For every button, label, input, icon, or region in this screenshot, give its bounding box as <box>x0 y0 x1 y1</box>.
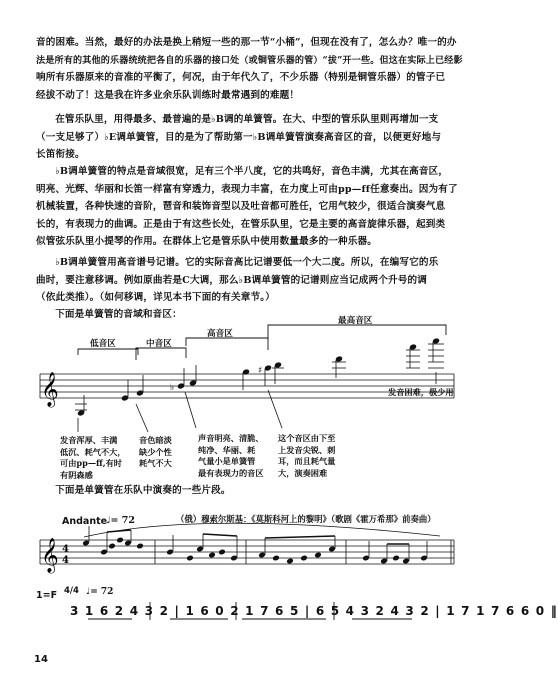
text-line: 长的，有表现力的曲调。正是由于有这些长处，在管乐队里，它是主要的高音旋律乐器，起到类 <box>36 218 446 230</box>
high-register-note: 声音明亮、清脆、 纯净、华丽、耗 气量小是单簧管 最有表现力的音区 <box>198 433 264 478</box>
text-line: 音的困难。当然，最好的办法是换上稍短一些的那一节“小桶”，但现在没有了，怎么办？唯一的办 <box>36 37 457 48</box>
pointer-lines <box>78 372 436 432</box>
jianpu-time: 4/4 <box>64 586 79 596</box>
excerpt-intro: 下面是单簧管在乐队中演奏的一些片段。 <box>55 485 231 496</box>
time-signature-bottom: 4 <box>62 555 69 566</box>
excerpt-source: （俄）穆索尔斯基：《莫斯科河上的黎明》（歌剧《霍万希那》前奏曲） <box>176 514 436 524</box>
svg-text:♯: ♯ <box>258 366 263 376</box>
text-line: 明亮、光辉、华丽和长笛一样富有穿透力，表现力丰富，在力度上可由pp—ff任意奏出。因为有了 <box>36 183 458 195</box>
highest-register-label: 最高音区 <box>338 316 373 326</box>
low-register-bracket <box>78 349 138 355</box>
treble-clef-icon: 𝄞 <box>41 372 59 407</box>
text-line: （一支足够了）♭E调单簧管，目的是为了帮助第一♭B调单簧管演奏高音区的音，以便更好地与 <box>36 131 442 143</box>
text-line: 曲时，要注意移调。例如原曲若是C大调，那么♭B调单簧管的记谱则应当记成两个升号的调 <box>36 274 427 286</box>
tempo-mark: ♩= 72 <box>106 515 135 526</box>
text-line: 法是所有的其他的乐器统统把各自的乐器的接口处（或铜管乐器的管）“拔”开一些。但这在实际上已经影 <box>36 54 463 66</box>
low-register-note: 发音浑厚、丰满 低沉、耗气不大， 可由pp—ff,有时 有阴森感 <box>60 435 126 480</box>
page-number: 14 <box>34 654 48 665</box>
text-line: 机械装置，各种快速的音阶，琶音和装饰音型以及吐音都可胜任，它用气较少，很适合演奏气息 <box>36 201 446 212</box>
jianpu-key: 1=F <box>36 590 58 601</box>
mid-register-note: 音色暗淡 缺少个性 耗气不大 <box>139 435 172 468</box>
mid-register-bracket <box>136 348 186 360</box>
highest-register-note: 这个音区由下至 上发音尖锐、刺 耳，而且耗气量 大，演奏困难 <box>278 433 336 478</box>
treble-clef-icon: 𝄞 <box>41 538 59 573</box>
excerpt-notes <box>82 526 428 564</box>
text-line: 经拔不动了！这是我在许多业余乐队训练时最常遇到的难题！ <box>36 89 300 101</box>
jianpu-tempo: ♩= 72 <box>86 587 114 597</box>
text-line: ♭B调单簧管的特点是音域很宽，足有三个半八度，它的共鸣好，音色丰满，尤其在高音区， <box>55 166 449 177</box>
jianpu-numbers: 3 1 6 2 4 3 2 | 1 6 0 2 1 7 6 5 | 6 5 4 3 2 4 3 2 | 1 7 1 7 6 6 0 ‖ <box>70 604 558 618</box>
text-line: 长笛衔接。 <box>36 149 85 160</box>
top-register-note: 发音困难，极少用 <box>388 387 454 397</box>
text-line: 下面是单簧管的音域和音区： <box>55 309 182 320</box>
phrase-slur <box>84 523 440 537</box>
mid-register-label: 中音区 <box>146 339 172 349</box>
text-line: ♭B调单簧管用高音谱号记谱。它的实际音高比记谱要低一个大二度。所以，在编写它的乐 <box>55 257 439 268</box>
text-line: （依此类推）。（如何移调，详见本书下面的有关章节。） <box>36 292 275 303</box>
high-register-label: 高音区 <box>207 329 233 339</box>
text-line: 响所有乐器原来的音准的平衡了，何况，由于年代久了，不少乐器（特别是铜管乐器）的管子已 <box>36 72 446 83</box>
time-signature-top: 4 <box>62 544 69 555</box>
text-line: 似管弦乐队里小提琴的作用。在群体上它是管乐队中使用数量最多的一种乐器。 <box>36 236 378 247</box>
highest-register-bracket <box>268 325 446 340</box>
svg-text:♭: ♭ <box>170 383 175 393</box>
low-register-label: 低音区 <box>90 339 116 349</box>
high-register-bracket <box>186 338 268 350</box>
tempo-word: Andante <box>62 516 108 527</box>
text-line: 在管乐队里，用得最多、最普遍的是♭B调的单簧管。在大、中型的管乐队里则再增加一支 <box>55 114 439 125</box>
